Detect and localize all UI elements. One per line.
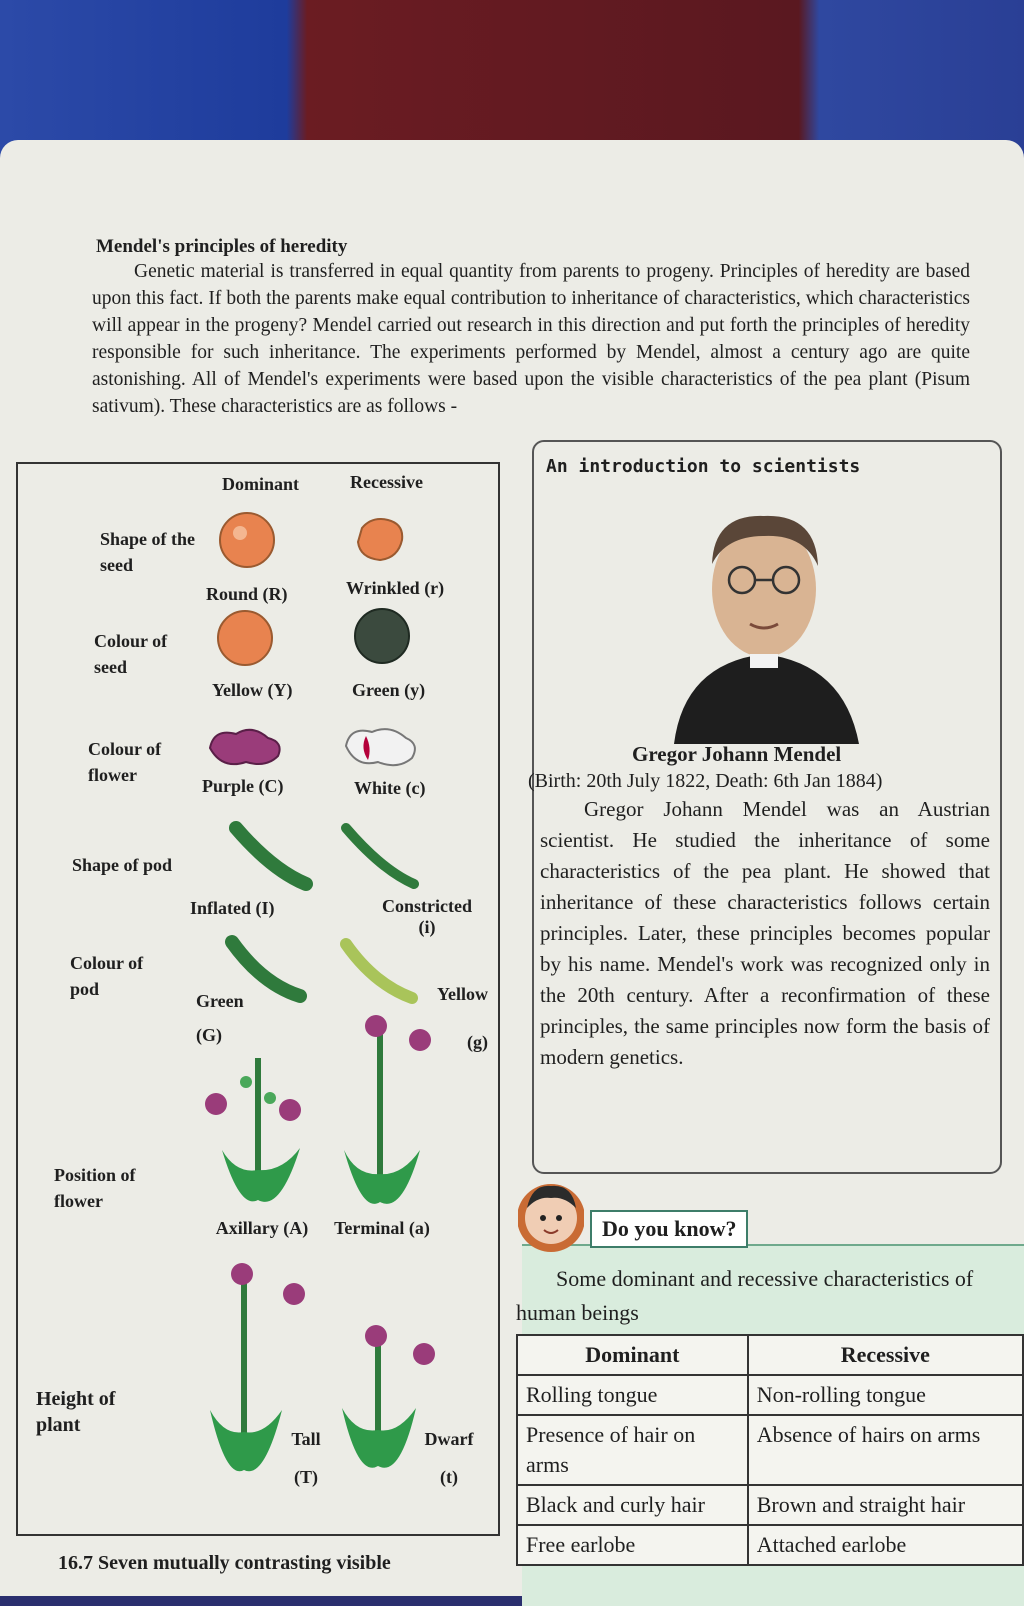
- human-dominant-cell: Presence of hair on arms: [517, 1415, 748, 1485]
- flower-colour-recessive: White (c): [354, 778, 426, 798]
- table-row: [517, 1415, 1023, 1485]
- scientist-bio-block: [540, 794, 990, 1073]
- scientist-dates: (Birth: 20th July 1822, Death: 6th Jan 1884): [528, 770, 883, 792]
- scientist-box-title: An introduction to scientists: [546, 456, 861, 477]
- human-recessive-cell: Non-rolling tongue: [748, 1375, 1023, 1415]
- mendel-portrait: [654, 494, 874, 744]
- pod-shape-dominant: Inflated (I): [190, 898, 275, 918]
- table-row: [517, 1485, 1023, 1525]
- trait-label-plant-height: Height of plant: [36, 1388, 116, 1436]
- figure-caption: 16.7 Seven mutually contrasting visible: [58, 1552, 391, 1574]
- trait-label-pod-shape: Shape of pod: [72, 855, 173, 875]
- human-traits-table: [516, 1334, 1024, 1566]
- trait-label-seed-shape: Shape of the seed: [100, 529, 196, 575]
- portrait-collar: [750, 654, 778, 668]
- table-row: [517, 1525, 1023, 1565]
- human-recessive-cell: Brown and straight hair: [748, 1485, 1023, 1525]
- seed-colour-dominant: Yellow (Y): [212, 680, 293, 700]
- table-row: [517, 1375, 1023, 1415]
- seed-colour-recessive: Green (y): [352, 680, 426, 700]
- intro-paragraph: [92, 258, 970, 420]
- human-traits-header-row: [517, 1335, 1023, 1375]
- flower-colour-dominant: Purple (C): [202, 776, 284, 796]
- do-you-know-subtitle: [516, 1262, 1024, 1330]
- col-header-dominant: Dominant: [222, 474, 300, 494]
- human-dominant-cell: Rolling tongue: [517, 1375, 748, 1415]
- scientist-name: Gregor Johann Mendel: [632, 742, 842, 766]
- col-header-recessive: Recessive: [350, 472, 423, 492]
- scientist-box: [528, 440, 1002, 1174]
- pod-shape-recessive: Constricted (i): [382, 896, 472, 937]
- human-dominant-cell: Free earlobe: [517, 1525, 748, 1565]
- plant-height-recessive: Dwarf (t): [424, 1429, 474, 1487]
- pod-colour-dominant: Green (G): [196, 991, 244, 1045]
- flower-position-dominant: Axillary (A): [215, 1218, 309, 1238]
- section-heading: Mendel's principles of heredity: [96, 236, 348, 257]
- human-dominant-cell: Black and curly hair: [517, 1485, 748, 1525]
- do-you-know-subtitle-text: Some dominant and recessive characteristics of human beings: [516, 1266, 974, 1325]
- intro-text: Genetic material is transferred in equal quantity from parents to progeny. Principles of heredity are based upon this fact. If both the parents make equal contribution to inheritance of characteristics, which characteristics will appear in the progeny? Mendel carried out research in this direction and put forth the principles of heredity responsible for such inheritance. The experiments performed by Mendel, almost a century ago are quite astonishing. All of Mendel's experiments were based upon the visible characteristics of the pea plant (Pisum sativum). These characteristics are as follows -: [92, 261, 970, 417]
- seed-shape-dominant: Round (R): [206, 584, 288, 604]
- human-recessive-cell: Absence of hairs on arms: [748, 1415, 1023, 1485]
- girl-avatar-icon: [518, 1178, 584, 1256]
- do-you-know-title: Do you know?: [590, 1210, 748, 1248]
- scientist-bio: Gregor Johann Mendel was an Austrian scientist. He studied the inheritance of some characteristics of the pea plant. He showed that inheritance of these characteristics follows certain principles. Later, these principles becomes popular by his name. Mendel's work was recognized only in the 20th century. After a reconfirmation of these principles, the same principles now form the basis of modern genetics.: [540, 797, 990, 1069]
- human-col-dominant: Dominant: [517, 1335, 748, 1375]
- plant-height-dominant: Tall (T): [291, 1429, 321, 1487]
- trait-label-flower-colour: Colour of flower: [88, 739, 162, 785]
- human-recessive-cell: Attached earlobe: [748, 1525, 1023, 1565]
- trait-label-pod-colour: Colour of pod: [70, 953, 144, 999]
- human-col-recessive: Recessive: [748, 1335, 1023, 1375]
- pod-colour-recessive: Yellow (g): [437, 984, 488, 1052]
- trait-label-seed-colour: Colour of seed: [94, 631, 168, 677]
- flower-position-recessive: Terminal (a): [334, 1218, 430, 1238]
- do-you-know-section: [516, 1192, 1024, 1596]
- seed-shape-recessive: Wrinkled (r): [346, 578, 445, 598]
- trait-label-flower-position: Position of flower: [54, 1165, 136, 1211]
